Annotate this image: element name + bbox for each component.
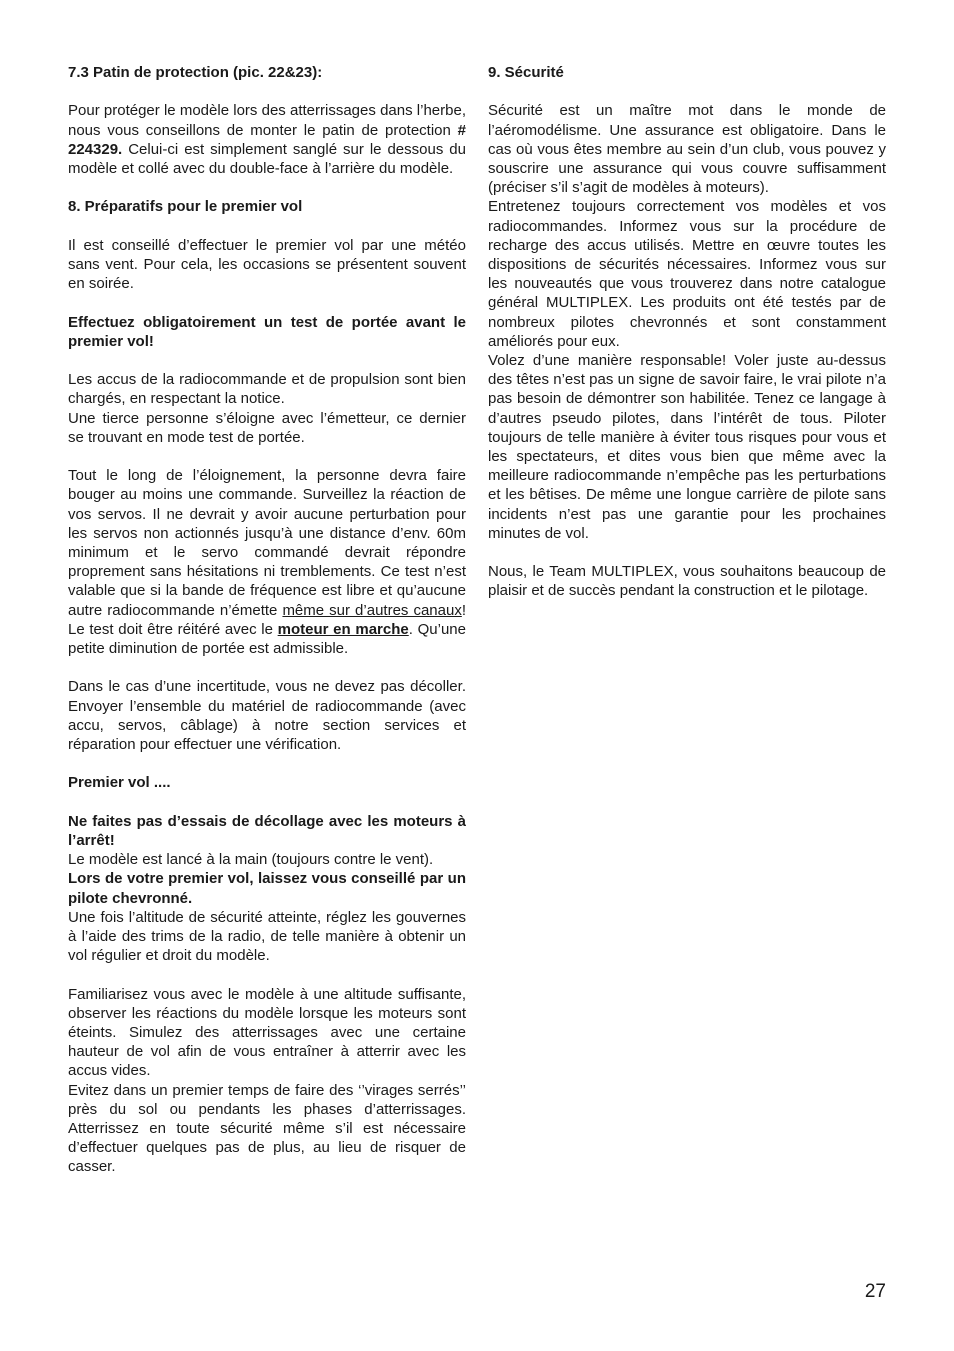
- paragraph-tierce: Une tierce personne s’éloigne avec l’émetteur, ce dernier se trouvant en mode test de portée.: [68, 409, 466, 446]
- page-number: 27: [864, 1281, 886, 1302]
- underlined-text: même sur d’autres canaux: [282, 601, 462, 619]
- paragraph-test-warning: Effectuez obligatoirement un test de portée avant le premier vol!: [68, 313, 466, 350]
- paragraph-hand-launch: Le modèle est lancé à la main (toujours contre le vent).: [68, 851, 434, 869]
- paragraph-familiarisez: Familiarisez vous avec le modèle à une altitude suffisante, observer les réactions du modèle lorsque les moteurs sont éteints. Simulez des atterrissages avec une certaine hauteur de vol afin de vous entraîner à atterrir avec les accus vides.: [68, 985, 466, 1080]
- heading-8: 8. Préparatifs pour le premier vol: [68, 198, 303, 216]
- paragraph-entretien: Entretenez toujours correctement vos modèles et vos radiocommandes. Informez vous sur la procédure de recharge des accus utilisés. Mettre en œuvre toutes les dispositions de sécurités nécessaires. Informez vous sur les nouveautés que vous trouverez dans notre catalogue général MULTIPLEX. Les produits ont été testés par de nombreux pilotes chevronnés et sont constamment améliorés pour eux.: [488, 198, 886, 350]
- right-column: [488, 63, 886, 601]
- text-span: Tout le long de l’éloignement, la personne devra faire bouger au moins une commande. Surveillez la réaction de vos servos. Il ne devrait y avoir aucune perturbation pour les servos non actionnés jusqu’à une distance d’env. 60m minimum et le servo commandé devrait répondre proprement sans hésitations ni tremblements. Ce test n’est valable que si la bande de fréquence est libre et qu’aucune autre radiocommande n’émette: [68, 467, 466, 619]
- part-number: # 224329.: [68, 121, 466, 158]
- paragraph-responsable: Volez d’une manière responsable! Voler juste au-dessus des têtes n’est pas un signe de savoir faire, le vrai pilote n’a pas besoin de démontrer son habilitée. Tenez ce langage à d’autres pseudo pilotes, dans l’intérêt de tous. Piloter toujours de telle manière à éviter tous risques pour vous et les spectateurs, et dites vous bien que même avec la meilleure radiocommande n’empêche pas les perturbations et les bêtises. De même une longue carrière de pilote sans incidents n’est pas une garantie pour les prochaines minutes de vol.: [488, 352, 886, 542]
- text-span: ! Le test doit être réitéré avec le: [68, 601, 467, 638]
- paragraph-accus: Les accus de la radiocommande et de propulsion sont bien chargés, en respectant la notice.: [68, 371, 466, 408]
- heading-9: 9. Sécurité: [488, 64, 564, 81]
- left-column: [68, 63, 466, 1177]
- paragraph-team: Nous, le Team MULTIPLEX, vous souhaitons beaucoup de plaisir et de succès pendant la construction et le pilotage.: [488, 563, 886, 600]
- paragraph-patin: [68, 101, 466, 178]
- paragraph-virages: Evitez dans un premier temps de faire des ‘’virages serrés’’ près du sol ou pendants les phases d’atterrissages. Atterrissez en toute sécurité même s’il est nécessaire d’effectuer quelques pas de plus, au lieu de risquer de casser.: [68, 1081, 466, 1176]
- heading-premier-vol: Premier vol ....: [68, 774, 171, 792]
- paragraph-incertitude: Dans le cas d’une incertitude, vous ne devez pas décoller. Envoyer l’ensemble du matériel de radiocommande (avec accu, servos, câblage) à notre section services et réparation pour effectuer une vérification.: [68, 678, 466, 753]
- paragraph-pilot-advice: Lors de votre premier vol, laissez vous conseillé par un pilote chevronné.: [68, 870, 466, 907]
- text-span: Pour protéger le modèle lors des atterrissages dans l’herbe, nous vous conseillons de monter le patin de protection: [68, 102, 466, 139]
- paragraph-trims: Une fois l’altitude de sécurité atteinte, réglez les gouvernes à l’aide des trims de la radio, de telle manière à obtenir un vol régulier et droit du modèle.: [68, 908, 466, 965]
- paragraph-meteo: Il est conseillé d’effectuer le premier vol par une météo sans vent. Pour cela, les occasions se présentent souvent en soirée.: [68, 236, 466, 293]
- paragraph-no-motor-launch: Ne faites pas d’essais de décollage avec les moteurs à l’arrêt!: [68, 812, 466, 849]
- paragraph-assurance: Sécurité est un maître mot dans le monde de l’aéromodélisme. Une assurance est obligatoire. Dans le cas où vous êtes membre au sein d’un club, vous pouvez y souscrire une assurance qui vous couvre suffisamment (préciser s’il s’agit de modèles à moteurs).: [488, 102, 886, 197]
- paragraph-eloignement: [68, 466, 466, 658]
- text-span: . Qu’une petite diminution de portée est admissible.: [68, 620, 466, 657]
- bold-underlined-text: moteur en marche: [277, 620, 409, 638]
- text-span: Celui-ci est simplement sanglé sur le dessous du modèle et collé avec du double-face à l’arrière du modèle.: [68, 140, 466, 177]
- heading-7-3: 7.3 Patin de protection (pic. 22&23):: [68, 64, 323, 81]
